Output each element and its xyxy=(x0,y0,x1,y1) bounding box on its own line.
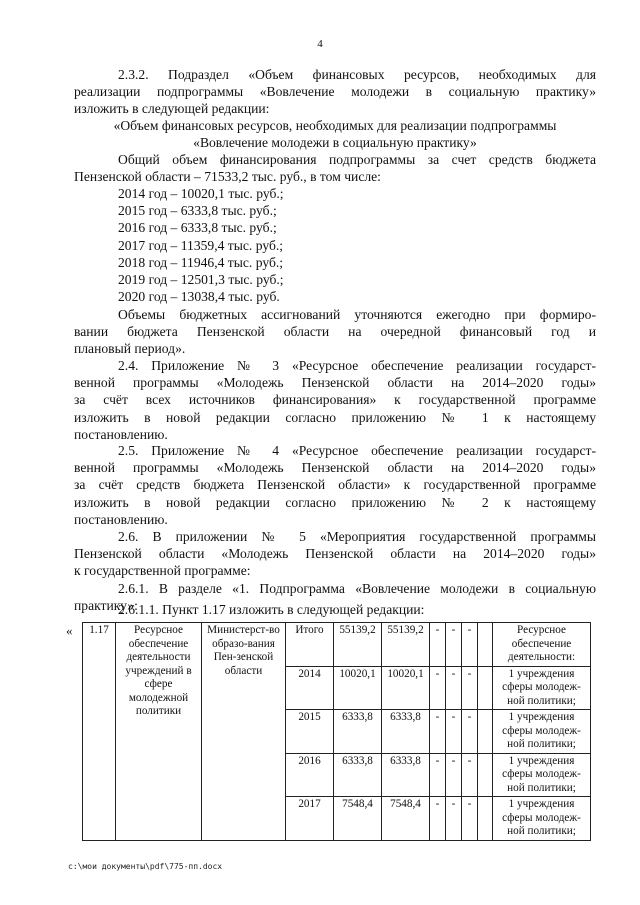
quoted-heading xyxy=(74,117,596,151)
measure-name-cell: Ресурсное обеспечение деятельности учреждений в сфере молодежной политики xyxy=(116,623,202,841)
paragraph-line: Объемы бюджетных ассигнований уточняются ежегодно при формиро- xyxy=(118,307,596,322)
paragraph-line: изложить в новой редакции согласно приложению № 1 к настоящему xyxy=(74,409,596,425)
total-cell: 6333,8 xyxy=(334,753,382,797)
paragraph-2-5 xyxy=(74,442,596,528)
paragraph-line: 2.5. Приложение № 4 «Ресурсное обеспечение реализации государст- xyxy=(118,443,596,458)
measures-table xyxy=(82,622,591,841)
year-line: 2020 год – 13038,4 тыс. руб. xyxy=(118,289,280,305)
paragraph-line: изложить в новой редакции согласно приложению № 2 к настоящему xyxy=(74,494,596,510)
year-line: 2016 год – 6333,8 тыс. руб.; xyxy=(118,220,277,236)
paragraph-line: 2.6.1.1. Пункт 1.17 изложить в следующей редакции: xyxy=(118,602,425,617)
quote-line: «Объем финансовых ресурсов, необходимых для реализации подпрограммы xyxy=(113,118,557,133)
paragraph-line: практику»: xyxy=(74,598,138,614)
paragraph-line: венной программы «Молодежь Пензенской области на 2014–2020 годы» xyxy=(74,375,596,391)
page-number: 4 xyxy=(317,38,323,50)
budget-cell: 7548,4 xyxy=(382,797,430,841)
period-cell: 2015 xyxy=(286,710,334,754)
year-line: 2015 год – 6333,8 тыс. руб.; xyxy=(118,203,277,219)
period-cell: Итого xyxy=(286,623,334,667)
paragraph-line: 2.6.1. В разделе «1. Подпрограмма «Вовлечение молодежи в социальную xyxy=(118,581,596,596)
paragraph-line: за счёт всех источников финансирования» к государственной программе xyxy=(74,392,596,408)
paragraph-line: постановлению. xyxy=(74,426,168,442)
empty-cell xyxy=(478,623,493,667)
paragraph-2-4 xyxy=(74,357,596,443)
indicator-cell: 1 учреждения сферы молодеж-ной политики; xyxy=(493,797,591,841)
dash-cell: - xyxy=(462,753,478,797)
table-row xyxy=(83,623,591,667)
paragraph-line: Пензенской области – 71533,2 тыс. руб., в том числе: xyxy=(74,169,381,185)
budget-cell: 6333,8 xyxy=(382,710,430,754)
paragraph-line: Пензенской области «Молодежь Пензенской области на 2014–2020 годы» xyxy=(74,546,596,562)
total-cell: 10020,1 xyxy=(334,666,382,710)
dash-cell: - xyxy=(462,710,478,754)
paragraph-line: к государственной программе: xyxy=(74,563,251,579)
dash-cell: - xyxy=(462,623,478,667)
dash-cell: - xyxy=(446,710,462,754)
paragraph-line: за счёт средств бюджета Пензенской области» к государственной программе xyxy=(74,477,596,493)
empty-cell xyxy=(478,797,493,841)
empty-cell xyxy=(478,710,493,754)
empty-cell xyxy=(478,753,493,797)
paragraph-2-3-2 xyxy=(74,66,596,118)
dash-cell: - xyxy=(446,666,462,710)
file-path-footer: c:\мои документы\pdf\775-пп.docx xyxy=(68,862,223,871)
indicator-cell: 1 учреждения сферы молодеж-ной политики; xyxy=(493,666,591,710)
paragraph-line: плановый период». xyxy=(74,341,186,357)
paragraph-line: Общий объем финансирования подпрограммы за счет средств бюджета xyxy=(118,152,596,167)
dash-cell: - xyxy=(462,797,478,841)
dash-cell: - xyxy=(430,710,446,754)
paragraph-budget-clarification xyxy=(74,306,596,358)
paragraph-line: вании бюджета Пензенской области на очередной финансовый год и xyxy=(74,324,596,340)
dash-cell: - xyxy=(430,666,446,710)
paragraph-2-6-1-1 xyxy=(74,601,596,618)
dash-cell: - xyxy=(430,623,446,667)
year-line: 2018 год – 11946,4 тыс. руб.; xyxy=(118,254,284,270)
dash-cell: - xyxy=(430,797,446,841)
total-cell: 55139,2 xyxy=(334,623,382,667)
paragraph-line: 2.3.2. Подраздел «Объем финансовых ресурсов, необходимых для xyxy=(118,67,596,82)
paragraph-line: 2.6. В приложении № 5 «Мероприятия государственной программы xyxy=(118,529,596,544)
year-line: 2019 год – 12501,3 тыс. руб.; xyxy=(118,272,284,288)
budget-cell: 6333,8 xyxy=(382,753,430,797)
paragraph-2-6 xyxy=(74,528,596,580)
dash-cell: - xyxy=(446,797,462,841)
indicator-cell: 1 учреждения сферы молодеж-ной политики; xyxy=(493,710,591,754)
paragraph-line: реализации подпрограммы «Вовлечение молодежи в социальную практику» xyxy=(74,84,596,100)
paragraph-line: венной программы «Молодежь Пензенской области на 2014–2020 годы» xyxy=(74,460,596,476)
opening-quote: « xyxy=(66,623,73,638)
executor-cell: Министерст-во образо-вания Пен-зенской области xyxy=(202,623,286,841)
item-number-cell: 1.17 xyxy=(83,623,116,841)
yearly-financing-list xyxy=(74,185,596,305)
period-cell: 2014 xyxy=(286,666,334,710)
total-cell: 6333,8 xyxy=(334,710,382,754)
year-line: 2017 год – 11359,4 тыс. руб.; xyxy=(118,237,284,253)
indicator-cell: 1 учреждения сферы молодеж-ной политики; xyxy=(493,753,591,797)
paragraph-line: изложить в следующей редакции: xyxy=(74,101,270,117)
empty-cell xyxy=(478,666,493,710)
indicator-cell: Ресурсное обеспечение деятельности: xyxy=(493,623,591,667)
year-line: 2014 год – 10020,1 тыс. руб.; xyxy=(118,186,284,201)
budget-cell: 55139,2 xyxy=(382,623,430,667)
period-cell: 2017 xyxy=(286,797,334,841)
period-cell: 2016 xyxy=(286,753,334,797)
dash-cell: - xyxy=(446,623,462,667)
dash-cell: - xyxy=(446,753,462,797)
total-cell: 7548,4 xyxy=(334,797,382,841)
paragraph-line: 2.4. Приложение № 3 «Ресурсное обеспечение реализации государст- xyxy=(118,358,596,373)
paragraph-line: постановлению. xyxy=(74,511,168,527)
quote-line: «Вовлечение молодежи в социальную практику» xyxy=(193,135,477,151)
dash-cell: - xyxy=(430,753,446,797)
budget-cell: 10020,1 xyxy=(382,666,430,710)
dash-cell: - xyxy=(462,666,478,710)
paragraph-total-financing xyxy=(74,151,596,185)
